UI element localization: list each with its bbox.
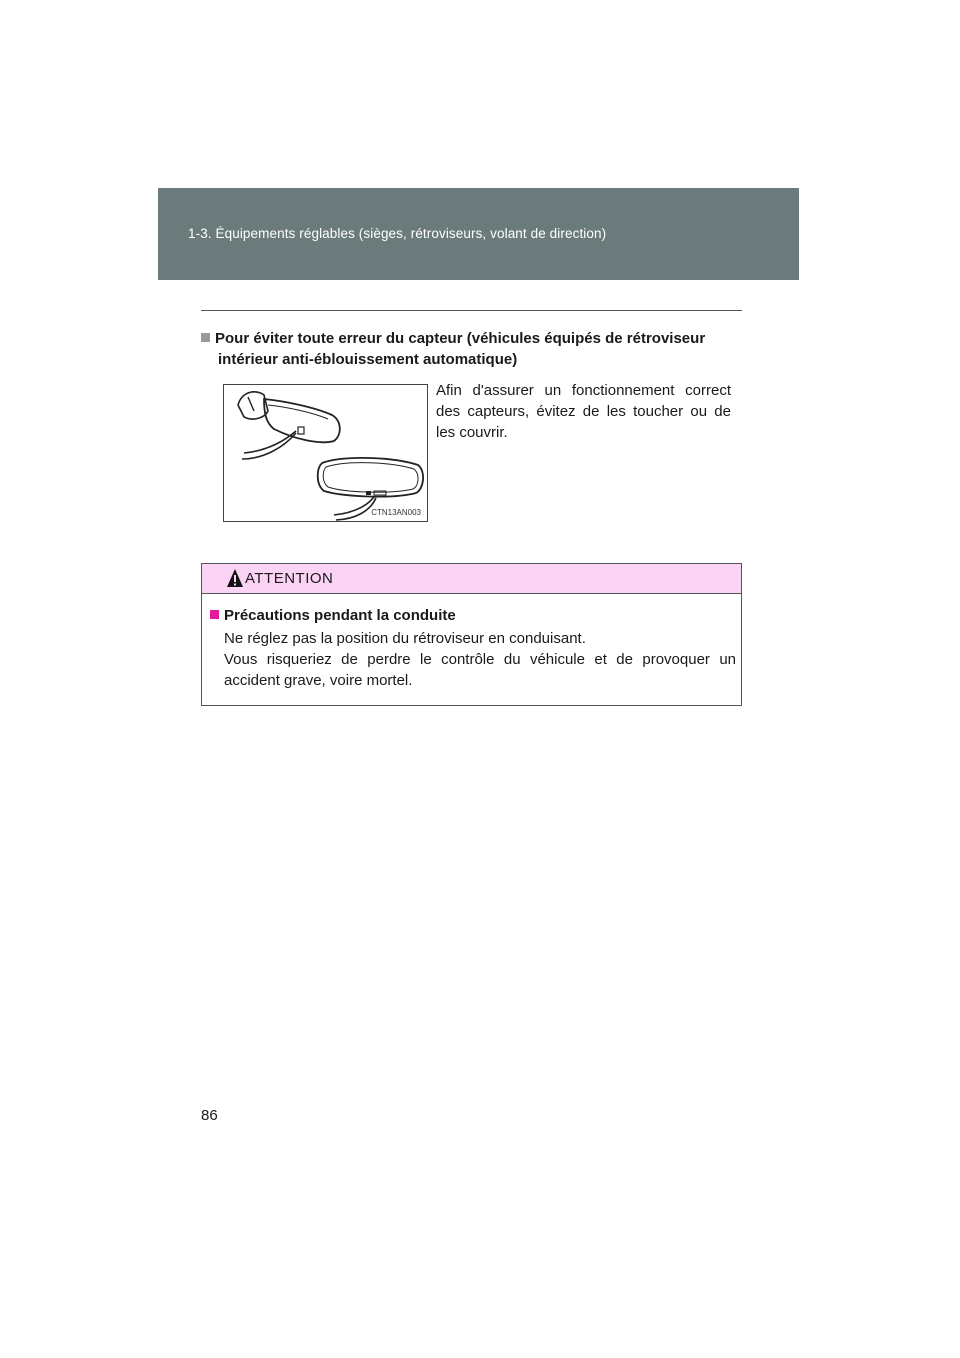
section-title-line2: intérieur anti-éblouissement automatique) xyxy=(218,351,518,368)
bullet-square-icon xyxy=(201,333,210,342)
warning-subheading-row xyxy=(210,607,456,624)
warning-line1: Ne réglez pas la position du rétroviseur en conduisant. xyxy=(224,630,586,647)
warning-header xyxy=(202,564,741,594)
warning-line2: Vous risqueriez de perdre le contrôle du véhicule et de provoquer un accident grave, voire mortel. xyxy=(224,651,736,689)
warning-subheading: Précautions pendant la conduite xyxy=(224,607,456,624)
chapter-title: 1-3. Équipements réglables (sièges, rétroviseurs, volant de direction) xyxy=(188,226,607,241)
pink-bullet-square-icon xyxy=(210,610,219,619)
illustration-code: CTN13AN003 xyxy=(371,508,421,517)
page-number: 86 xyxy=(201,1107,218,1124)
rearview-mirror-illustration xyxy=(223,384,428,522)
chapter-header xyxy=(158,188,799,280)
warning-body xyxy=(224,628,736,691)
section-title-line1: Pour éviter toute erreur du capteur (véhicules équipés de rétroviseur xyxy=(215,330,706,347)
section-divider xyxy=(201,310,742,311)
warning-triangle-icon xyxy=(226,568,244,588)
warning-heading: ATTENTION xyxy=(245,570,334,587)
warning-box xyxy=(201,563,742,706)
mirror-sensor-drawing xyxy=(224,385,429,523)
section-heading xyxy=(201,328,741,370)
section-body: Afin d'assurer un fonctionnement correct des capteurs, évitez de les toucher ou de les couvrir. xyxy=(436,382,731,441)
